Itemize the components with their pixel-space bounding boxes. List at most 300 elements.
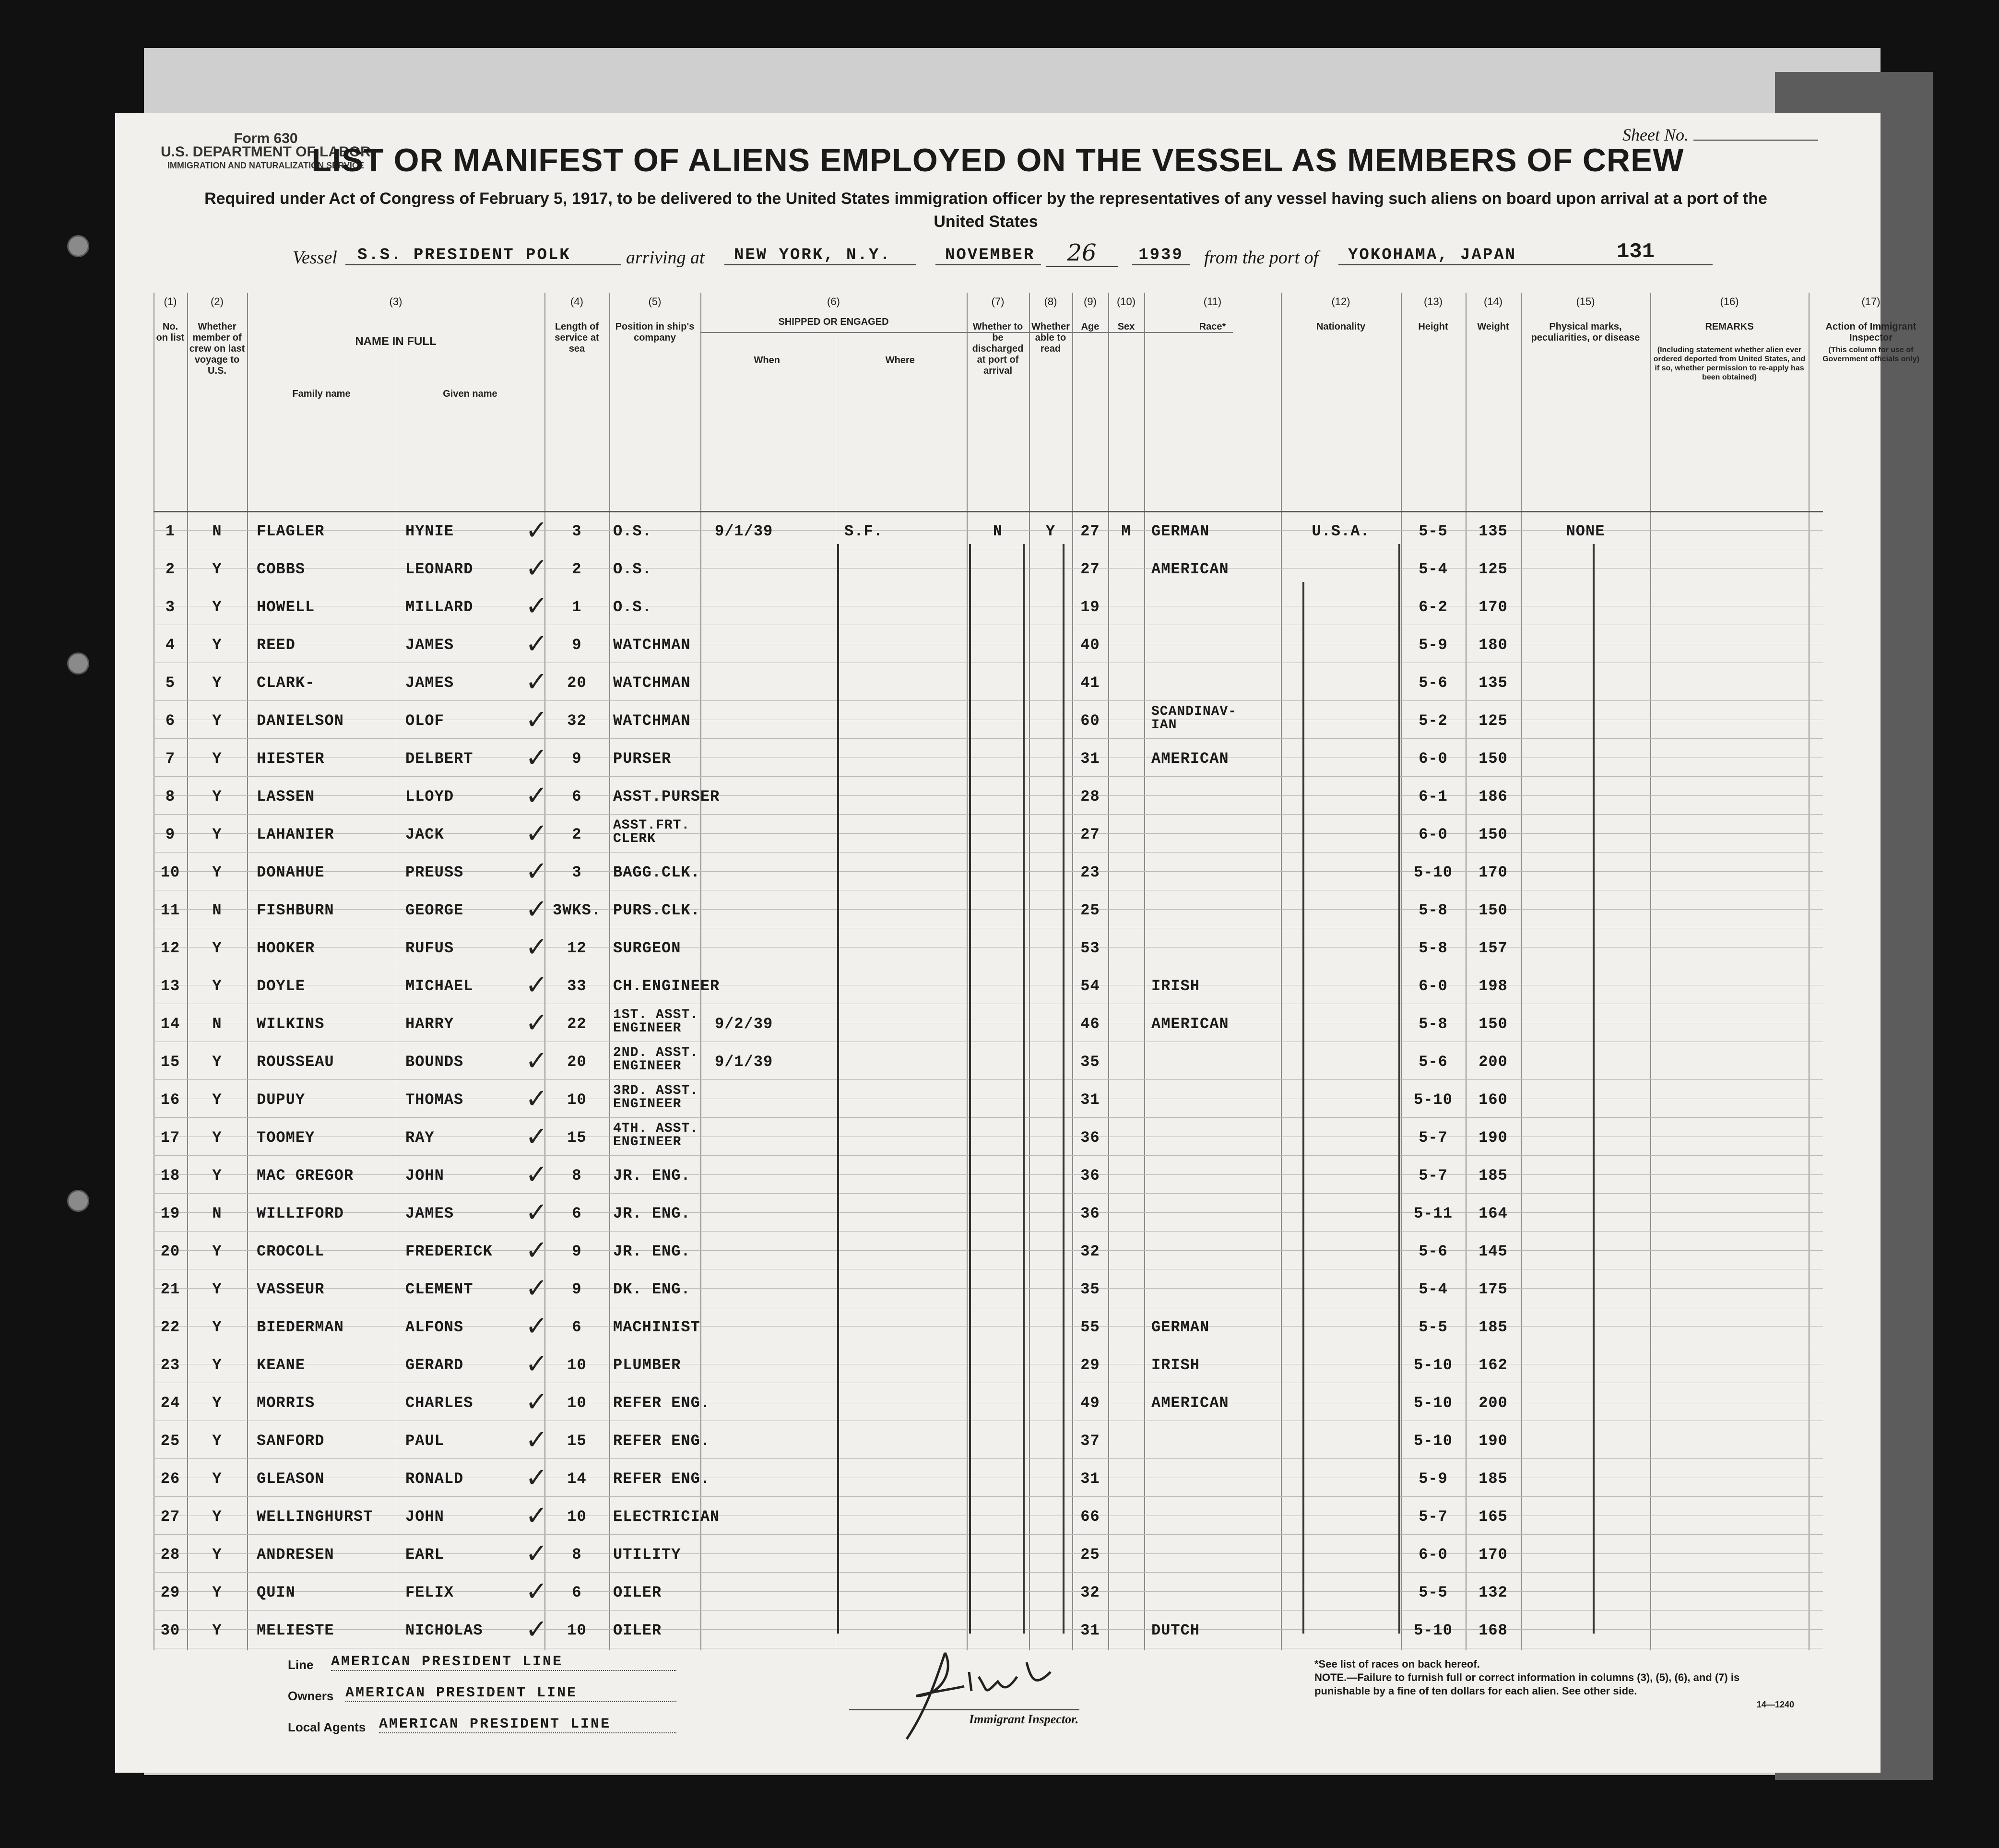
cell-age: 32 [1080,1243,1100,1260]
row-rule [154,814,1823,815]
row-rule [154,1534,1823,1535]
check-mark-icon: ✓ [525,1424,548,1456]
cell-height: 6-0 [1419,977,1448,995]
cell-last: Y [212,712,222,730]
cell-weight: 185 [1479,1470,1508,1488]
arriving-label: arriving at [626,248,705,268]
cell-height: 6-0 [1419,750,1448,768]
owners-label: Owners [288,1689,334,1703]
row-rule [154,1326,1823,1327]
cell-position: ELECTRICIAN [613,1508,720,1526]
cell-no: 11 [160,901,180,919]
row-rule [154,795,1823,796]
cell-race: AMERICAN [1151,1015,1229,1033]
ditto-line [1063,544,1065,1634]
cell-given: ALFONS [405,1318,464,1336]
cell-family: MAC GREGOR [257,1167,354,1185]
check-mark-icon: ✓ [525,1083,548,1114]
cell-service: 10 [567,1394,587,1412]
cell-race: GERMAN [1151,1318,1210,1336]
cell-last: Y [212,788,222,806]
cell-weight: 200 [1479,1394,1508,1412]
check-mark-icon: ✓ [525,894,548,925]
row-rule [154,1231,1823,1232]
cell-weight: 157 [1479,939,1508,957]
cell-family: DANIELSON [257,712,344,730]
column-label: NAME IN FULL [355,335,437,348]
cell-height: 5-10 [1414,1432,1453,1450]
cell-given: BOUNDS [405,1053,464,1071]
column-number: (13) [1423,296,1443,308]
cell-last: Y [212,864,222,881]
cell-given: LEONARD [405,560,473,578]
cell-age: 28 [1080,788,1100,806]
cell-family: HOOKER [257,939,315,957]
ditto-line [969,544,971,1634]
line-label: Line [288,1658,314,1672]
ditto-line [1593,544,1595,1634]
cell-weight: 125 [1479,712,1508,730]
footer [201,1648,1833,1763]
cell-age: 31 [1080,1091,1100,1109]
cell-weight: 150 [1479,826,1508,843]
vessel-label: Vessel [293,248,337,268]
arriving-port: NEW YORK, N.Y. [724,246,916,265]
cell-weight: 170 [1479,598,1508,616]
cell-last: Y [212,1129,222,1147]
cell-service: 22 [567,1015,587,1033]
cell-where: S.F. [844,522,883,540]
row-rule [154,947,1823,948]
cell-position: REFER ENG. [613,1432,710,1450]
cell-weight: 135 [1479,674,1508,692]
cell-age: 53 [1080,939,1100,957]
cell-position: REFER ENG. [613,1470,710,1488]
row-rule [154,738,1823,739]
cell-given: CLEMENT [405,1280,473,1298]
column-label: Action of Immigrant Inspector [1825,321,1916,343]
sheet-blank [1693,140,1818,141]
cell-family: CLARK- [257,674,315,692]
column-sublabel: Where [885,355,915,366]
row-rule [154,1458,1823,1459]
cell-no: 13 [160,977,180,995]
cell-service: 32 [567,712,587,730]
cell-no: 10 [160,864,180,881]
cell-service: 6 [572,1205,582,1222]
cell-given: HYNIE [405,522,454,540]
column-number: (17) [1861,296,1881,308]
cell-height: 5-10 [1414,864,1453,881]
cell-age: 36 [1080,1205,1100,1222]
column-rule [247,293,248,1650]
column-number: (6) [827,296,840,308]
check-mark-icon: ✓ [525,1121,548,1152]
cell-family: MORRIS [257,1394,315,1412]
cell-given: RUFUS [405,939,454,957]
cell-service: 3 [572,864,582,881]
check-mark-icon: ✓ [525,1311,548,1342]
check-mark-icon: ✓ [525,1273,548,1304]
cell-no: 15 [160,1053,180,1071]
column-label: Nationality [1316,321,1366,332]
cell-family: BIEDERMAN [257,1318,344,1336]
column-label: No. on list [156,321,185,343]
cell-family: WILLIFORD [257,1205,344,1222]
ditto-line [1302,582,1304,1634]
cell-service: 10 [567,1356,587,1374]
from-label: from the port of [1204,248,1319,268]
cell-family: REED [257,636,296,654]
cell-given: GERARD [405,1356,464,1374]
check-mark-icon: ✓ [525,1462,548,1493]
cell-weight: 185 [1479,1167,1508,1185]
cell-family: ROUSSEAU [257,1053,334,1071]
cell-last: N [212,901,222,919]
cell-family: LAHANIER [257,826,334,843]
cell-last: Y [212,674,222,692]
sheet-label: Sheet No. [1622,125,1689,144]
cell-height: 5-6 [1419,1243,1448,1260]
cell-last: Y [212,636,222,654]
column-number: (7) [991,296,1005,308]
cell-no: 25 [160,1432,180,1450]
cell-no: 29 [160,1584,180,1601]
row-rule [154,1553,1823,1554]
cell-position: O.S. [613,522,652,540]
binder-hole [67,1190,89,1212]
cell-family: QUIN [257,1584,296,1601]
cell-family: WILKINS [257,1015,325,1033]
cell-given: THOMAS [405,1091,464,1109]
cell-family: DOYLE [257,977,306,995]
row-rule [154,833,1823,834]
cell-age: 55 [1080,1318,1100,1336]
cell-race: DUTCH [1151,1622,1200,1639]
cell-age: 31 [1080,1470,1100,1488]
cell-race: GERMAN [1151,522,1210,540]
cell-service: 9 [572,1243,582,1260]
cell-last: Y [212,1280,222,1298]
row-rule [154,909,1823,910]
cell-given: PAUL [405,1432,444,1450]
cell-position: WATCHMAN [613,636,691,654]
cell-age: 66 [1080,1508,1100,1526]
cell-weight: 125 [1479,560,1508,578]
cell-given: JAMES [405,636,454,654]
cell-position: 1ST. ASST. ENGINEER [613,1007,699,1036]
agents-label: Local Agents [288,1720,366,1734]
column-label: Whether to be discharged at port of arrival [972,321,1024,376]
cell-height: 5-10 [1414,1356,1453,1374]
cell-last: Y [212,598,222,616]
cell-weight: 170 [1479,1546,1508,1564]
cell-age: 36 [1080,1129,1100,1147]
cell-last: Y [212,1243,222,1260]
cell-height: 5-7 [1419,1508,1448,1526]
column-label: Whether able to read [1031,321,1070,354]
row-rule [154,1155,1823,1156]
row-rule [154,1212,1823,1213]
cell-no: 3 [165,598,176,616]
cell-no: 1 [165,522,176,540]
vessel-name: S.S. PRESIDENT POLK [345,246,621,265]
column-sublabel: Given name [443,389,497,399]
department-name: U.S. DEPARTMENT OF LABOR [161,144,371,160]
cell-family: GLEASON [257,1470,325,1488]
cell-last: Y [212,826,222,843]
inspector-label: Immigrant Inspector. [969,1712,1079,1726]
cell-age: 49 [1080,1394,1100,1412]
cell-age: 36 [1080,1167,1100,1185]
cell-service: 2 [572,560,582,578]
arrival-month: NOVEMBER [935,246,1041,265]
cell-last: Y [212,1546,222,1564]
cell-no: 23 [160,1356,180,1374]
cell-height: 5-4 [1419,560,1448,578]
cell-position: PURSER [613,750,672,768]
row-rule [154,852,1823,853]
cell-position: JR. ENG. [613,1167,691,1185]
cell-weight: 135 [1479,522,1508,540]
cell-weight: 198 [1479,977,1508,995]
row-rule [154,568,1823,569]
cell-family: HOWELL [257,598,315,616]
column-note: (This column for use of Government officials only) [1822,346,1919,363]
cell-height: 6-0 [1419,1546,1448,1564]
cell-given: JACK [405,826,444,843]
cell-height: 5-6 [1419,674,1448,692]
cell-position: ASST.FRT. CLERK [613,818,690,846]
check-mark-icon: ✓ [525,704,548,735]
row-rule [154,776,1823,777]
check-mark-icon: ✓ [525,1045,548,1077]
cell-race: SCANDINAV- IAN [1151,704,1237,733]
check-mark-icon: ✓ [525,970,548,1001]
cell-weight: 150 [1479,901,1508,919]
cell-weight: 170 [1479,864,1508,881]
form-number: Form 630 [234,130,298,146]
cell-service: 8 [572,1546,582,1564]
cell-position: JR. ENG. [613,1205,691,1222]
row-rule [154,1591,1823,1592]
row-rule [154,1610,1823,1611]
cell-family: TOOMEY [257,1129,315,1147]
cell-height: 5-7 [1419,1167,1448,1185]
cell-height: 5-5 [1419,1584,1448,1601]
cell-height: 5-2 [1419,712,1448,730]
check-mark-icon: ✓ [525,1159,548,1190]
cell-age: 46 [1080,1015,1100,1033]
cell-service: 15 [567,1432,587,1450]
cell-position: 2ND. ASST. ENGINEER [613,1045,699,1074]
requirement-text: Required under Act of Congress of February 5, 1917, to be delivered to the United States immigration officer by the representatives of any vessel having such aliens on board upon arrival at a port of the United States [204,190,1767,231]
cell-age: 41 [1080,674,1100,692]
cell-height: 5-4 [1419,1280,1448,1298]
cell-family: MELIESTE [257,1622,334,1639]
cell-service: 6 [572,788,582,806]
column-label: Race* [1199,321,1226,332]
cell-family: ANDRESEN [257,1546,334,1564]
ditto-line [1023,544,1025,1634]
header-rule [154,511,1823,512]
check-mark-icon: ✓ [525,1235,548,1266]
cell-given: RONALD [405,1470,464,1488]
cell-age: 35 [1080,1280,1100,1298]
row-rule [154,1079,1823,1080]
cell-no: 2 [165,560,176,578]
cell-age: 19 [1080,598,1100,616]
cell-height: 5-5 [1419,522,1448,540]
cell-service: 9 [572,636,582,654]
cell-age: 31 [1080,750,1100,768]
cell-sex: M [1121,522,1131,540]
row-rule [154,1193,1823,1194]
cell-age: 27 [1080,522,1100,540]
cell-service: 15 [567,1129,587,1147]
cell-weight: 145 [1479,1243,1508,1260]
cell-no: 14 [160,1015,180,1033]
cell-service: 6 [572,1584,582,1601]
cell-family: WELLINGHURST [257,1508,373,1526]
cell-race: IRISH [1151,1356,1200,1374]
cell-service: 1 [572,598,582,616]
cell-position: OILER [613,1584,662,1601]
column-rule [967,293,968,1650]
cell-position: PURS.CLK. [613,901,700,919]
crew-table [154,293,1919,1650]
line-value: AMERICAN PRESIDENT LINE [331,1654,676,1671]
cell-weight: 162 [1479,1356,1508,1374]
cell-height: 5-8 [1419,1015,1448,1033]
check-mark-icon: ✓ [525,856,548,887]
check-mark-icon: ✓ [525,591,548,622]
cell-service: 10 [567,1622,587,1639]
row-rule [154,1174,1823,1175]
cell-family: SANFORD [257,1432,325,1450]
cell-height: 5-5 [1419,1318,1448,1336]
page-title: LIST OR MANIFEST OF ALIENS EMPLOYED ON THE VESSEL AS MEMBERS OF CREW [311,142,1684,178]
ditto-line [837,544,839,1634]
cell-when: 9/2/39 [715,1015,773,1033]
cell-position: O.S. [613,598,652,616]
column-rule [1144,293,1145,1650]
cell-given: CHARLES [405,1394,473,1412]
owners-value: AMERICAN PRESIDENT LINE [345,1685,676,1702]
cell-service: 9 [572,1280,582,1298]
column-rule [1281,293,1282,1650]
cell-height: 5-11 [1414,1205,1453,1222]
cell-family: HIESTER [257,750,325,768]
cell-family: FISHBURN [257,901,334,919]
column-rule [1650,293,1651,1650]
cell-given: PREUSS [405,864,464,881]
cell-no: 8 [165,788,176,806]
column-rule [1521,293,1522,1650]
cell-service: 20 [567,674,587,692]
column-number: (2) [211,296,224,308]
cell-service: 33 [567,977,587,995]
cell-family: COBBS [257,560,306,578]
manifest-page [115,113,1919,1773]
cell-when: 9/1/39 [715,522,773,540]
cell-last: Y [212,1394,222,1412]
row-rule [154,1288,1823,1289]
cell-weight: 165 [1479,1508,1508,1526]
cell-age: 23 [1080,864,1100,881]
column-number: (12) [1331,296,1350,308]
row-rule [154,1496,1823,1497]
check-mark-icon: ✓ [525,515,548,546]
cell-last: Y [212,1053,222,1071]
cell-given: OLOF [405,712,444,730]
cell-last: Y [212,750,222,768]
cell-no: 19 [160,1205,180,1222]
cell-no: 22 [160,1318,180,1336]
cell-when: 9/1/39 [715,1053,773,1071]
cell-weight: 132 [1479,1584,1508,1601]
cell-position: UTILITY [613,1546,681,1564]
fine-note: NOTE.—Failure to furnish full or correct information in columns (3), (5), (6), and (7) is punishable by a fine of ten dollars for each alien. See other side. [1314,1671,1740,1697]
cell-no: 7 [165,750,176,768]
cell-age: 27 [1080,826,1100,843]
cell-last: Y [212,1167,222,1185]
column-number: (15) [1576,296,1595,308]
cell-family: VASSEUR [257,1280,325,1298]
cell-no: 24 [160,1394,180,1412]
column-label: Height [1418,321,1448,332]
footer-notes [1314,1658,1794,1711]
check-mark-icon: ✓ [525,1500,548,1531]
cell-last: N [212,1205,222,1222]
column-sublabel: Family name [292,389,351,399]
column-rule [1029,293,1030,1650]
cell-height: 5-9 [1419,1470,1448,1488]
print-code: 14—1240 [1756,1700,1794,1709]
cell-position: 3RD. ASST. ENGINEER [613,1083,699,1112]
cell-age: 25 [1080,901,1100,919]
cell-position: O.S. [613,560,652,578]
column-label: Position in ship's company [615,321,695,343]
cell-position: PLUMBER [613,1356,681,1374]
column-label: Whether member of crew on last voyage to U.S. [189,321,245,376]
cell-last: Y [212,1470,222,1488]
cell-service: 12 [567,939,587,957]
cell-family: DUPUY [257,1091,306,1109]
cell-no: 16 [160,1091,180,1109]
column-rule [1108,293,1109,1650]
cell-family: KEANE [257,1356,306,1374]
column-number: (3) [389,296,402,308]
cell-last: Y [212,560,222,578]
check-mark-icon: ✓ [525,1538,548,1569]
check-mark-icon: ✓ [525,666,548,698]
ditto-line [1398,544,1400,1634]
cell-race: AMERICAN [1151,560,1229,578]
cell-no: 28 [160,1546,180,1564]
cell-no: 27 [160,1508,180,1526]
cell-family: LASSEN [257,788,315,806]
cell-position: MACHINIST [613,1318,700,1336]
cell-given: FREDERICK [405,1243,493,1260]
row-rule [154,1117,1823,1118]
check-mark-icon: ✓ [525,818,548,849]
check-mark-icon: ✓ [525,1614,548,1645]
cell-given: JOHN [405,1508,444,1526]
cell-given: EARL [405,1546,444,1564]
arrival-year: 1939 [1132,246,1190,265]
column-sublabel: When [754,355,780,366]
